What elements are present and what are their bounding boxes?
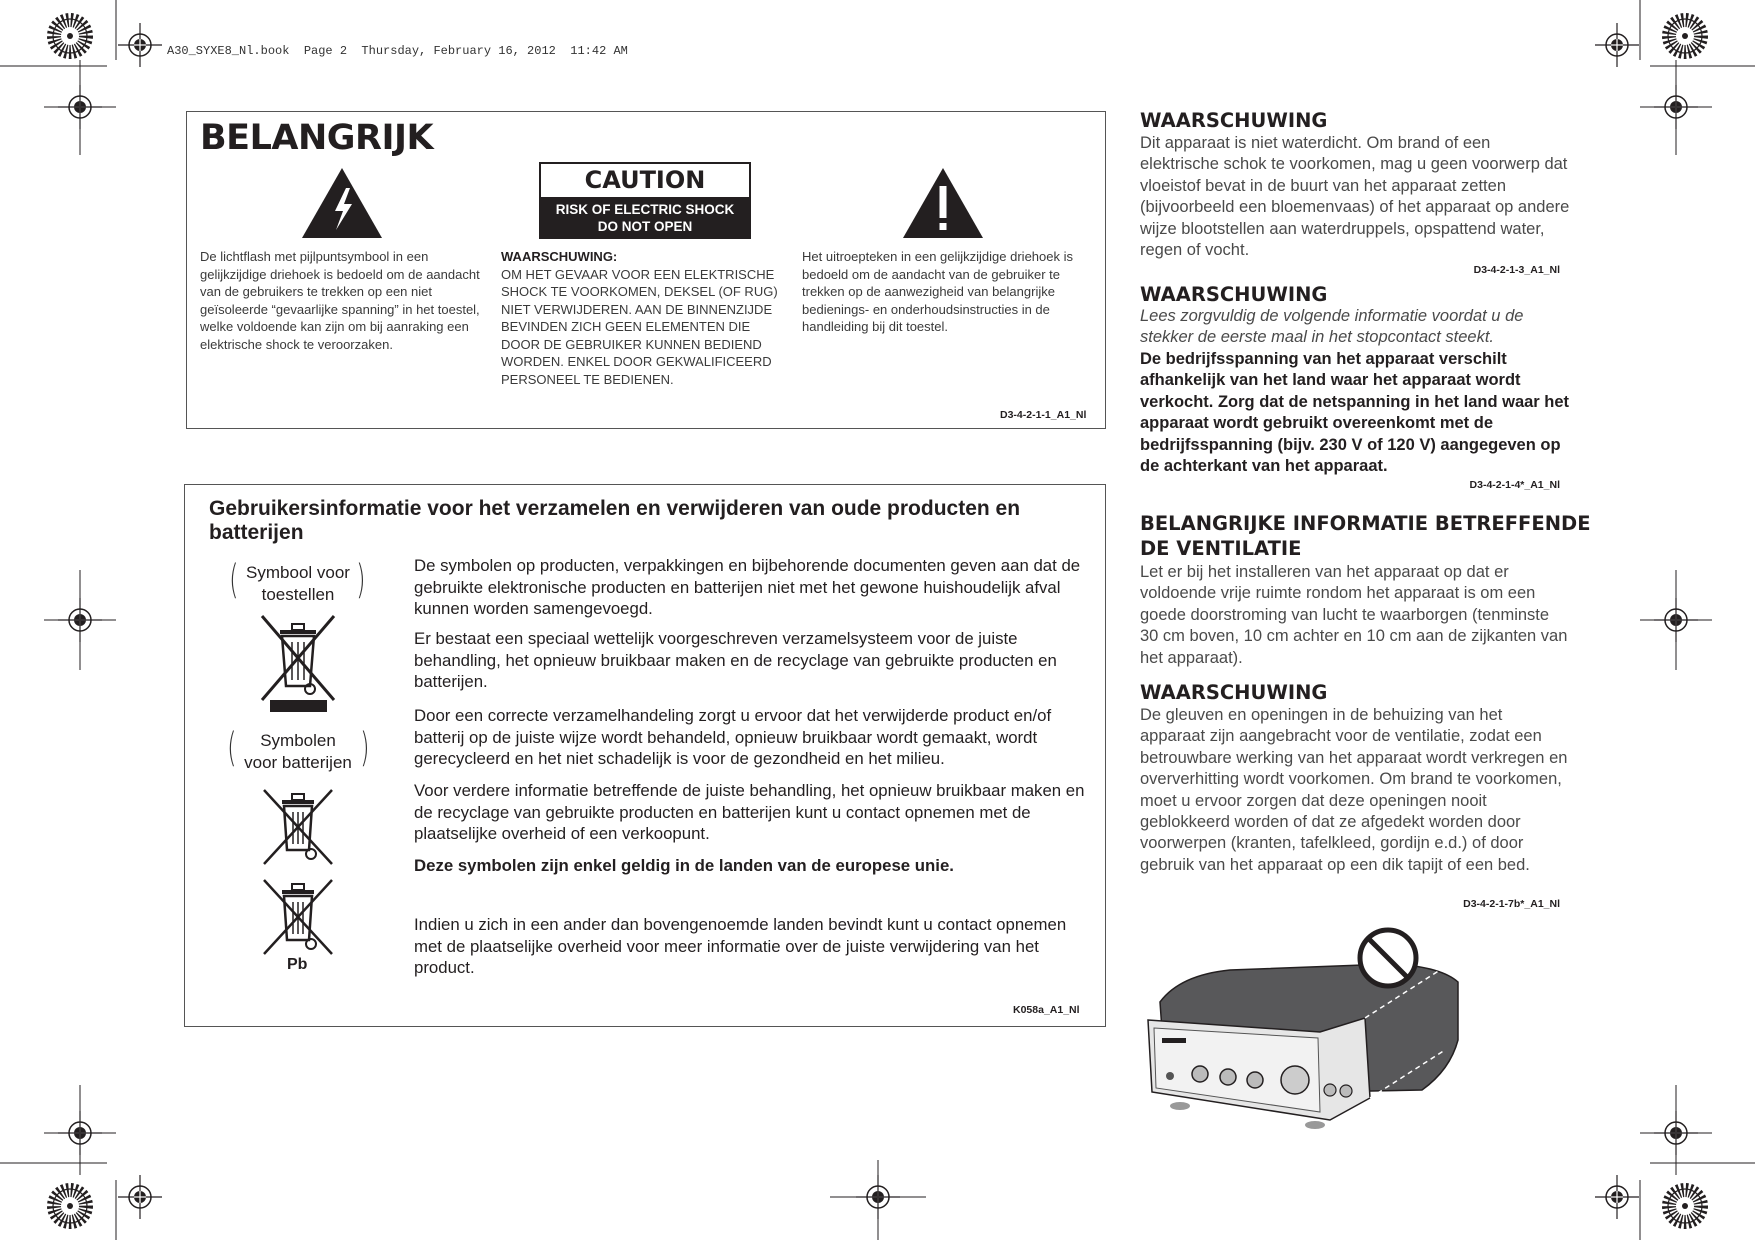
paren-right-2: ) — [360, 725, 370, 771]
weee-paragraph-5: Deze symbolen zijn enkel geldig in de landen van de europese unie. — [414, 856, 954, 875]
weee-code: K058a_A1_Nl — [1013, 1004, 1080, 1016]
warning-3-heading: WAARSCHUWING — [1140, 681, 1328, 704]
weee-paragraph-3: Door een correcte verzamelhandeling zorgt u ervoor dat het verwijderde product en/of batterij op de juiste wijze wordt behandeld, opnieuw bruikbaar wordt gemaakt, wordt gerecycleerd en het niet schadelijk is voor de gezondheid en het milieu. — [414, 706, 1052, 768]
file-info-header: A30_SYXE8_Nl.book Page 2 Thursday, February 16, 2012 11:42 AM — [167, 44, 628, 58]
belangrijk-col-1: De lichtflash met pijlpuntsymbool in een gelijkzijdige driehoek is bedoeld om de aandacht van de gebruikers te trekken op een niet geïsoleerde “gevaarlijke spanning” in het toestel, welke voldoende kan zijn om bij aanraking een elektrische shock te veroorzaken. — [200, 249, 480, 352]
caution-label — [539, 162, 751, 239]
caution-subtitle — [541, 197, 749, 237]
weee-paragraph-2: Er bestaat een speciaal wettelijk voorgeschreven verzamelsysteem voor de juiste behandling, het opnieuw bruikbaar maken en de recyclage van gebruikte producten en batterijen. — [414, 629, 1057, 691]
exclamation-warning-icon — [901, 166, 985, 240]
symbol-devices-line-2: toestellen — [261, 585, 335, 604]
warning-2-italic: Lees zorgvuldig de volgende informatie voordat u de stekker de eerste maal in het stopcontact steekt. — [1140, 307, 1524, 347]
col-2-text: OM HET GEVAAR VOOR EEN ELEKTRISCHE SHOCK TE VOORKOMEN, DEKSEL (OF RUG) NIET VERWIJDEREN. AAN DE BINNENZIJDE BEVINDEN ZICH GEEN ELEMENTEN DIE DOOR DE GEBRUIKER KUNNEN BEDIEND WORDEN. ENKEL DOOR GEKWALIFICEERD PERSONEEL TE BEDIENEN. — [501, 266, 778, 387]
electric-shock-warning-icon — [300, 166, 384, 240]
paren-right: ) — [356, 557, 366, 603]
belangrijk-code: D3-4-2-1-1_A1_Nl — [1000, 409, 1087, 421]
warning-3-code: D3-4-2-1-7b*_A1_Nl — [1463, 898, 1560, 910]
ventilation-heading-line-2: DE VENTILATIE — [1140, 537, 1302, 560]
caution-line-2: DO NOT OPEN — [597, 218, 693, 234]
weee-black-bar — [270, 700, 327, 712]
caution-title: CAUTION — [584, 166, 706, 194]
ventilation-heading — [1140, 511, 1591, 561]
pb-label: Pb — [287, 956, 308, 973]
belangrijk-title: BELANGRIJK — [200, 118, 434, 158]
crossed-bin-battery-icon — [260, 786, 336, 868]
symbol-batteries-line-2: voor batterijen — [244, 753, 352, 772]
weee-paragraph-6: Indien u zich in een ander dan bovengenoemde landen bevindt kunt u contact opnemen met de plaatselijke overheid voor meer informatie over de juiste verwijdering van het product. — [414, 915, 1067, 977]
caution-line-1: RISK OF ELECTRIC SHOCK — [555, 202, 735, 217]
symbol-devices-label — [238, 562, 358, 606]
warning-1-heading: WAARSCHUWING — [1140, 109, 1328, 132]
crossed-bin-pb-icon — [260, 876, 336, 958]
warning-3-text: De gleuven en openingen in de behuizing van het apparaat zijn aangebracht voor de ventilatie, zodat een betrouwbare werking van het apparaat wordt verkregen en oververhitting wordt voorkomen. Om brand te voorkomen, moet u ervoor zorgen dat deze openingen nooit geblokkeerd worden of dat ze afgedekt worden door voorwerpen (kranten, tafelkleed, gordijn e.d.) of door gebruik van het apparaat op een dik tapijt of een bed. — [1140, 706, 1568, 874]
paren-left: ( — [229, 557, 239, 603]
warning-2-bold: De bedrijfsspanning van het apparaat verschilt afhankelijk van het land waar het apparaat wordt verkocht. Zorg dat de netspanning in het land waar het apparaat wordt gebruikt overeenkomt met de bedrijfsspanning (bijv. 230 V of 120 V) aangegeven op de achterkant van het apparaat. — [1140, 350, 1570, 476]
symbol-batteries-label — [236, 730, 360, 774]
col-2-heading: WAARSCHUWING: — [501, 249, 618, 264]
ventilation-text: Let er bij het installeren van het apparaat op dat er voldoende vrije ruimte rondom het apparaat is om een goede doorstroming van lucht te waarborgen (tenminste 30 cm boven, 10 cm achter en 10 cm aan de zijkanten van het apparaat). — [1140, 563, 1568, 667]
belangrijk-col-2 — [501, 248, 786, 388]
weee-title: Gebruikersinformatie voor het verzamelen en verwijderen van oude producten en batterijen — [209, 497, 1021, 544]
warning-1-text: Dit apparaat is niet waterdicht. Om brand of een elektrische schok te voorkomen, mag u geen voorwerp dat vloeistof bevat in de buurt van het apparaat zetten (bijvoorbeeld een bloemenvaas) of het apparaat op andere wijze blootstellen aan waterdruppels, opspattend water, regen of vocht. — [1140, 134, 1570, 260]
symbol-batteries-line-1: Symbolen — [260, 731, 336, 750]
belangrijk-col-3: Het uitroepteken in een gelijkzijdige driehoek is bedoeld om de aandacht van de gebruiker te trekken op de aanwezigheid van belangrijke bedienings- en onderhoudsinstructies in de handleiding bij dit toestel. — [802, 249, 1073, 334]
warning-2-code: D3-4-2-1-4*_A1_Nl — [1469, 479, 1560, 491]
weee-paragraph-4: Voor verdere informatie betreffende de juiste behandling, het opnieuw bruikbaar maken en de recyclage van gebruikte producten en batterijen kunt u contact opnemen met de plaatselijke overheid of een verkoopunt. — [414, 781, 1085, 843]
symbol-devices-line-1: Symbool voor — [246, 563, 350, 582]
amplifier-covered-illustration — [1140, 920, 1470, 1130]
ventilation-heading-line-1: BELANGRIJKE INFORMATIE BETREFFENDE — [1140, 512, 1591, 535]
warning-1-code: D3-4-2-1-3_A1_Nl — [1473, 264, 1560, 276]
paren-left-2: ( — [227, 725, 237, 771]
warning-2-heading: WAARSCHUWING — [1140, 283, 1328, 306]
weee-paragraph-1: De symbolen op producten, verpakkingen en bijbehorende documenten geven aan dat de gebruikte elektronische producten en batterijen niet met het gewone huishoudelijk afval kunnen worden samengevoegd. — [414, 556, 1081, 618]
crossed-bin-devices-icon — [258, 612, 338, 707]
